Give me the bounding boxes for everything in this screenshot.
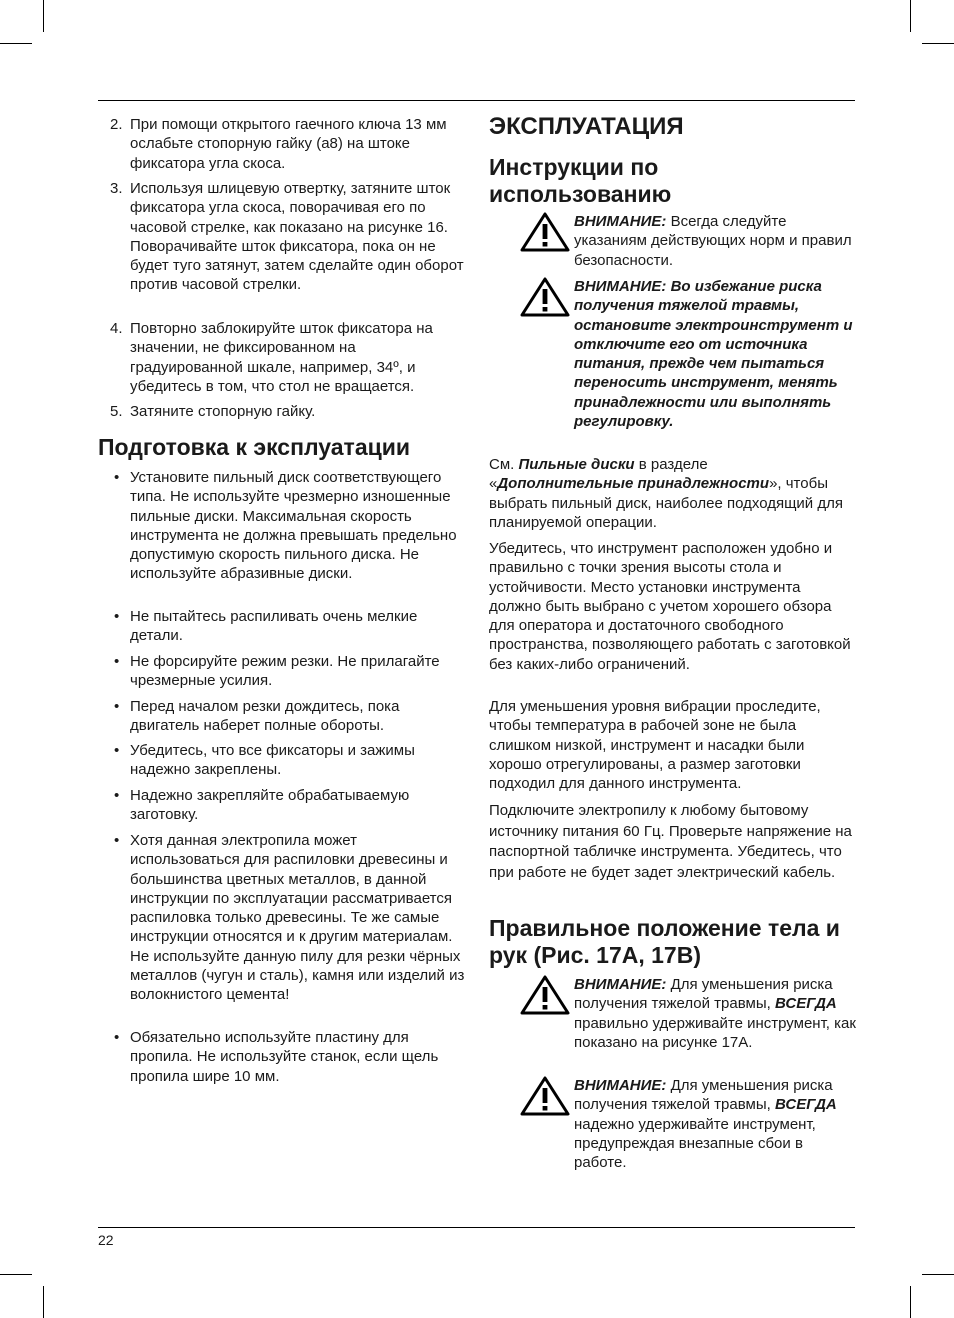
step-number: 2. <box>110 116 123 133</box>
emphasis: ВСЕГДА <box>774 1096 837 1114</box>
warning-body: Всегда следуйте указаниям действующих норм и правил безопасности. <box>574 213 852 269</box>
crop-mark <box>922 1274 954 1275</box>
warning-text <box>574 212 856 270</box>
warning-body: Во избежание риска получения тяжелой травмы, остановите электроинструмент и отключите его от источника питания, прежде чем пытаться переносить инструмент, менять принадлежности или выполнять регулировку. <box>574 278 853 431</box>
bullet-text: Не форсируйте режим резки. Не прилагайте чрезмерные усилия. <box>130 653 440 690</box>
bullet-text: Надежно закрепляйте обрабатываемую заготовку. <box>130 787 410 824</box>
bullet-text: Убедитесь, что все фиксаторы и зажимы надежно закреплены. <box>130 742 415 779</box>
step-text: Затяните стопорную гайку. <box>130 403 316 420</box>
warning-label: ВНИМАНИЕ: <box>574 213 667 230</box>
crop-mark <box>0 43 32 44</box>
bullet-mark: • <box>114 787 120 804</box>
warning-body: Для уменьшения риска получения тяжелой травмы, <box>574 1077 833 1114</box>
bullet-text: Установите пильный диск соответствующего типа. Не используйте чрезмерно изношенные пильные диски. Максимальная скорость инструмента не должна превышать предельно допустимую скорость пильного диска. Не используйте абразивные диски. <box>130 469 457 583</box>
warning-body: правильно удерживайте инструмент, как показано на рисунке 17A. <box>574 1014 856 1051</box>
paragraph <box>489 455 855 532</box>
bullet-mark: • <box>114 469 120 486</box>
bullet-mark: • <box>114 742 120 759</box>
warning-text <box>574 277 856 431</box>
crop-mark <box>910 1286 911 1318</box>
bottom-rule <box>98 1227 855 1228</box>
warning-text <box>574 1076 856 1172</box>
emphasis: ВСЕГДА <box>774 995 837 1013</box>
text-run: См. <box>489 456 519 473</box>
warning-triangle-icon <box>520 212 570 252</box>
warning-label: ВНИМАНИЕ: <box>574 976 667 993</box>
bullet-mark: • <box>114 608 120 625</box>
bullet-mark: • <box>114 832 120 849</box>
crop-mark <box>0 1274 32 1275</box>
step-number: 3. <box>110 180 123 197</box>
step-text: Используя шлицевую отвертку, затяните шток фиксатора угла скоса, поворачивая его по часовой стрелке, как показано на рисунке 16. Поворачивайте шток фиксатора, пока он не будет туго затянут, затем сделайте один оборот против часовой стрелки. <box>130 180 464 294</box>
reference-link: Дополнительные принадлежности <box>497 475 770 493</box>
step-number: 5. <box>110 403 123 420</box>
reference-link: Пильные диски <box>518 456 635 473</box>
crop-mark <box>910 0 911 32</box>
warning-triangle-icon <box>520 1076 570 1116</box>
step-text: При помощи открытого гаечного ключа 13 мм ослабьте стопорную гайку (a8) на штоке фиксатора угла скоса. <box>130 116 447 172</box>
warning-label: ВНИМАНИЕ: <box>574 1077 667 1094</box>
step-text: Повторно заблокируйте шток фиксатора на значении, не фиксированном на градуированной шкале, например, 34º, и убедитесь в том, что стол не вращается. <box>130 320 433 395</box>
page-number: 22 <box>98 1232 114 1248</box>
warning-body: надежно удерживайте инструмент, предупреждая внезапные сбои в работе. <box>574 1115 816 1172</box>
bullet-mark: • <box>114 698 120 715</box>
usage-heading: Инструкции по использованию <box>489 154 672 207</box>
crop-mark <box>43 1286 44 1318</box>
text-run: », чтобы выбрать пильный диск, наиболее подходящий для планируемой операции. <box>489 475 843 531</box>
bullet-text: Перед началом резки дождитесь, пока двигатель наберет полные обороты. <box>130 698 400 735</box>
bullet-text: Обязательно используйте пластину для пропила. Не используйте станок, если щель пропила шире 10 мм. <box>130 1029 439 1085</box>
prep-heading: Подготовка к эксплуатации <box>98 434 411 460</box>
paragraph: Для уменьшения уровня вибрации проследите, чтобы температура в рабочей зоне не была слишком низкой, инструмент и насадки были хорошо отрегулированы, а размер заготовки подходил для данного инструмента. <box>489 698 821 793</box>
crop-mark <box>922 43 954 44</box>
bullet-mark: • <box>114 653 120 670</box>
position-heading: Правильное положение тела и рук (Рис. 17A, 17B) <box>489 915 840 968</box>
bullet-text: Хотя данная электропила может использоваться для распиловки древесины и большинства цветных металлов, в данной инструкции по эксплуатации рассматривается распиловка только древесины. Те же самые инструкции относятся и к другим материалам. Не используйте данную пилу для резки чёрных металлов (чугун и сталь), камня или изделий из волокнистого цемента! <box>130 832 465 1004</box>
bullet-text: Не пытайтесь распиливать очень мелкие детали. <box>130 608 418 645</box>
warning-body: Для уменьшения риска получения тяжелой травмы, <box>574 976 833 1013</box>
main-heading: ЭКСПЛУАТАЦИЯ <box>489 113 684 140</box>
paragraph: Подключите электропилу к любому бытовому источнику питания 60 Гц. Проверьте напряжение на паспортной табличке инструмента. Убедитесь, что при работе не будет задет электрический кабель. <box>489 802 852 881</box>
warning-triangle-icon <box>520 975 570 1015</box>
crop-mark <box>43 0 44 32</box>
warning-text <box>574 975 856 1052</box>
bullet-mark: • <box>114 1029 120 1046</box>
text-run: в разделе « <box>489 456 708 493</box>
top-rule <box>98 100 855 101</box>
warning-label: ВНИМАНИЕ: <box>574 278 667 295</box>
step-number: 4. <box>110 320 123 337</box>
paragraph: Убедитесь, что инструмент расположен удобно и правильно с точки зрения высоты стола и устойчивости. Место установки инструмента должно быть выбрано с учетом хорошего обзора для оператора и достаточного свободного пространства, позволяющего работать с заготовкой без каких-либо ограничений. <box>489 540 851 673</box>
warning-triangle-icon <box>520 277 570 317</box>
